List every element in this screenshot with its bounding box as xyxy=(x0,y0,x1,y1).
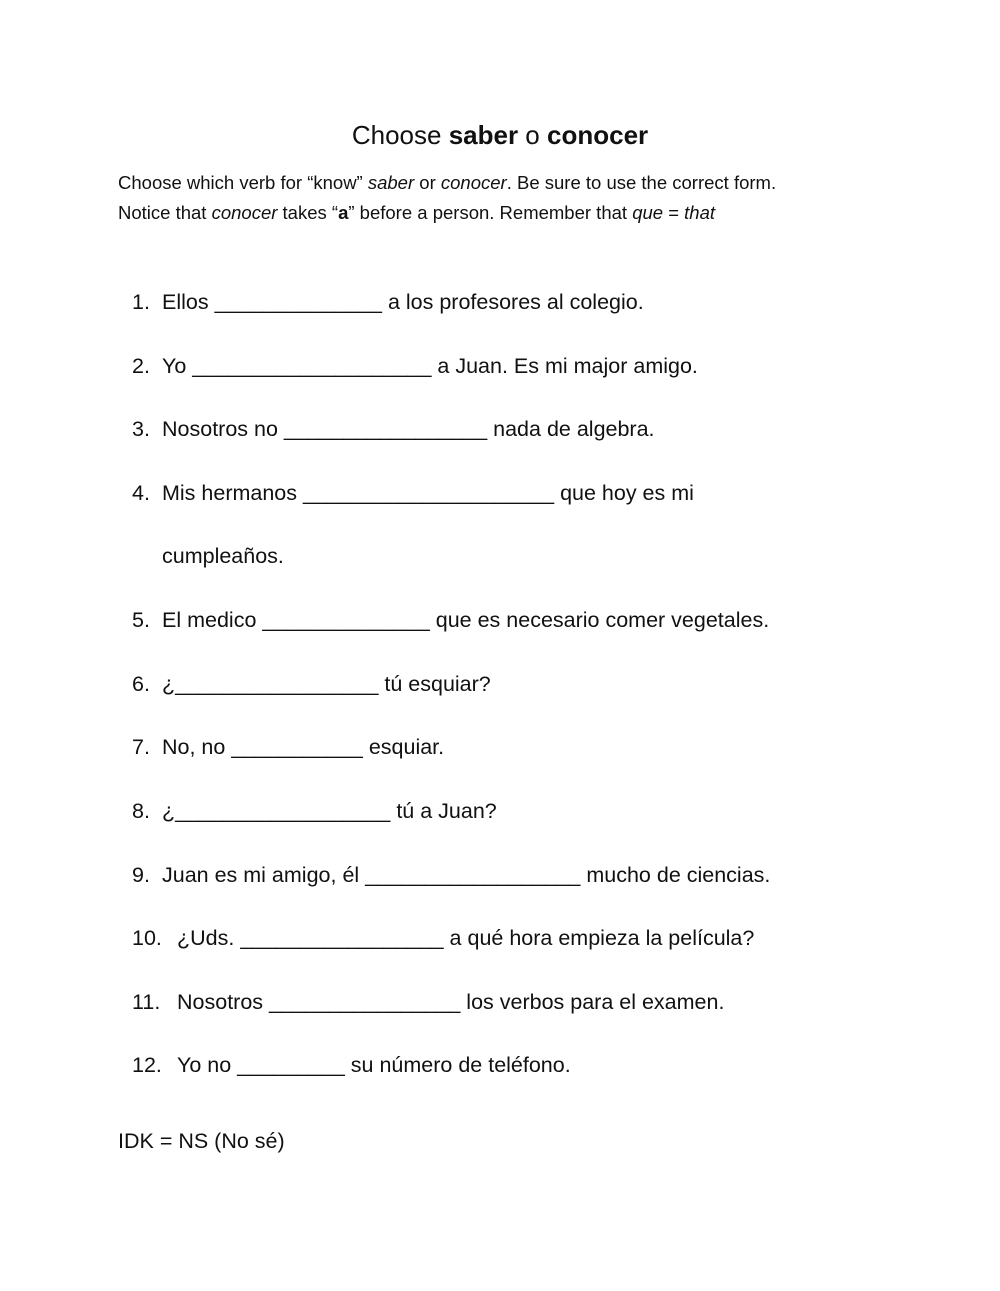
question-text: Ellos ______________ a los profesores al colegio. xyxy=(162,290,644,314)
question-number: 4. xyxy=(132,481,150,505)
question-number: 11. xyxy=(132,990,161,1014)
instr2-equals: = xyxy=(663,202,685,223)
title-saber: saber xyxy=(448,120,519,150)
instructions-line-1 xyxy=(118,171,918,195)
worksheet-title xyxy=(0,118,1000,152)
question-text: Nosotros ________________ los verbos para el examen. xyxy=(177,990,725,1014)
instr2-que: que xyxy=(632,202,664,223)
question-text-continued: cumpleaños. xyxy=(162,544,284,568)
question-text: Juan es mi amigo, él __________________ mucho de ciencias. xyxy=(162,863,771,887)
instr2-that: that xyxy=(684,202,716,223)
instr2-c: takes “ xyxy=(277,202,339,223)
question-number: 9. xyxy=(132,863,150,887)
footer-note: IDK = NS (No sé) xyxy=(118,1129,285,1153)
question-number: 6. xyxy=(132,672,150,696)
title-prefix: Choose xyxy=(351,120,449,150)
question-text: Yo ____________________ a Juan. Es mi major amigo. xyxy=(162,354,698,378)
instr2-a: Notice that xyxy=(118,202,212,223)
question-text: Nosotros no _________________ nada de algebra. xyxy=(162,417,655,441)
instr2-a-bold: a xyxy=(338,202,349,223)
title-mid: o xyxy=(518,120,547,150)
title-conocer: conocer xyxy=(547,120,649,150)
question-text: ¿__________________ tú a Juan? xyxy=(162,799,497,823)
question-text: No, no ___________ esquiar. xyxy=(162,735,445,759)
question-number: 5. xyxy=(132,608,150,632)
instr1-conocer: conocer xyxy=(440,172,507,193)
question-text: El medico ______________ que es necesario comer vegetales. xyxy=(162,608,770,632)
question-text: Yo no _________ su número de teléfono. xyxy=(177,1053,571,1077)
question-number: 10. xyxy=(132,926,162,950)
instr1-saber: saber xyxy=(367,172,415,193)
instructions-line-2 xyxy=(118,201,918,225)
question-number: 12. xyxy=(132,1053,162,1077)
question-number: 1. xyxy=(132,290,150,314)
question-text: ¿_________________ tú esquiar? xyxy=(162,672,491,696)
question-number: 8. xyxy=(132,799,150,823)
question-number: 3. xyxy=(132,417,150,441)
question-text: ¿Uds. _________________ a qué hora empieza la película? xyxy=(177,926,755,950)
question-number: 7. xyxy=(132,735,150,759)
instr1-a: Choose which verb for “know” xyxy=(118,172,368,193)
instr2-e: ” before a person. Remember that xyxy=(348,202,633,223)
question-number: 2. xyxy=(132,354,150,378)
instr1-e: . Be sure to use the correct form. xyxy=(506,172,777,193)
instr2-conocer: conocer xyxy=(211,202,278,223)
instr1-c: or xyxy=(414,172,441,193)
question-text: Mis hermanos _____________________ que hoy es mi xyxy=(162,481,694,505)
